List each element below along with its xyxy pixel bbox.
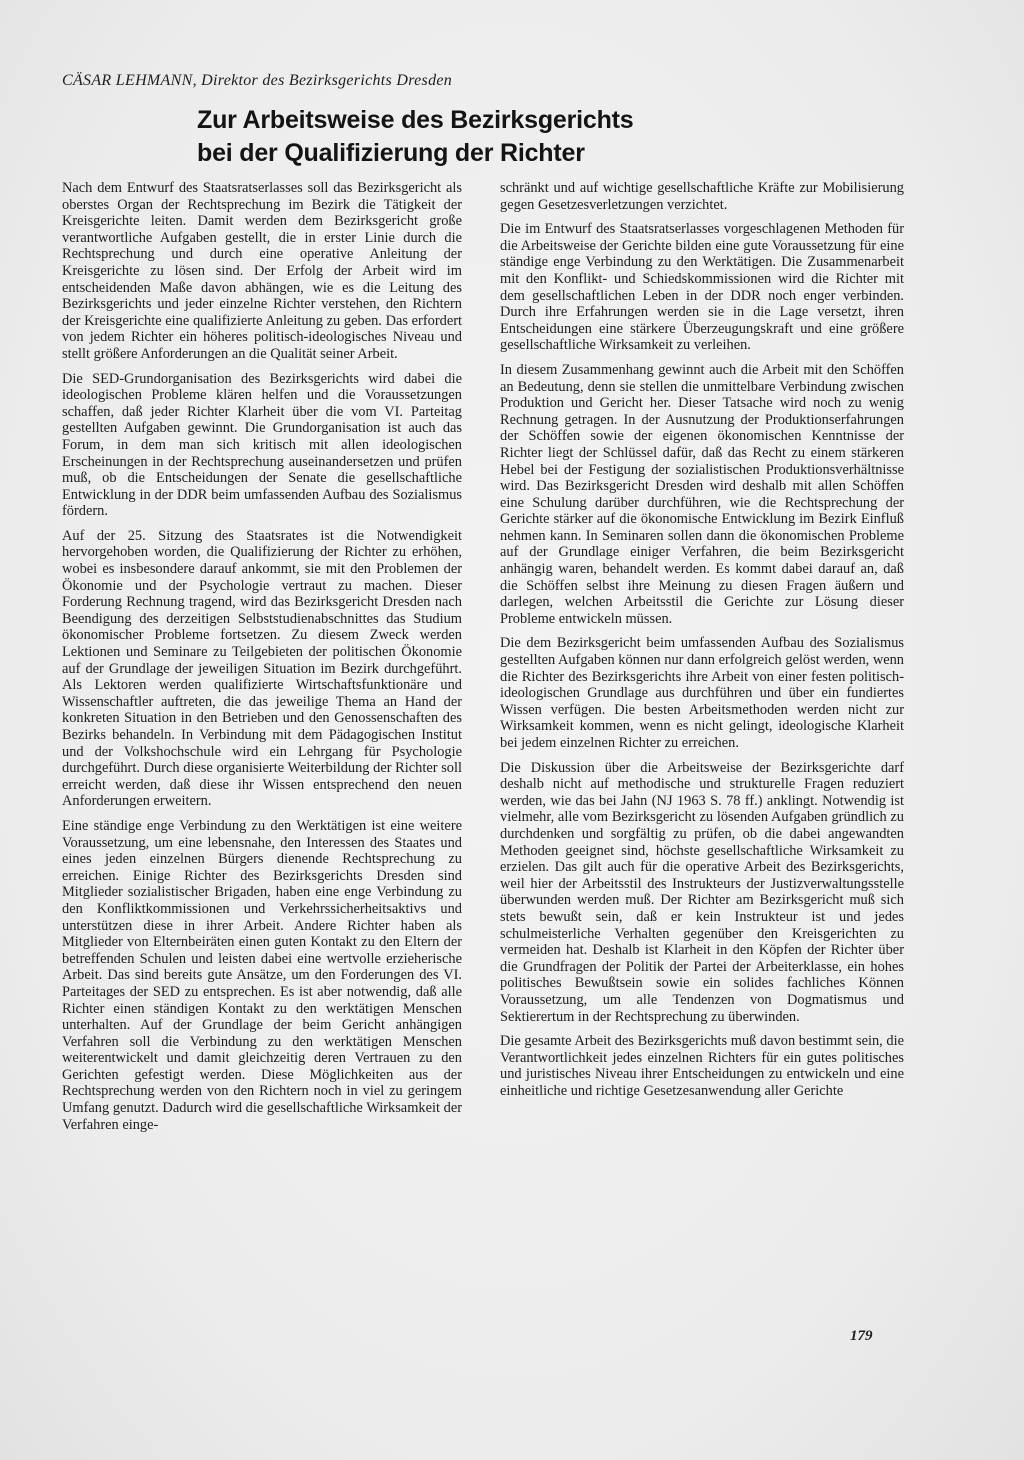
article-title <box>197 104 634 170</box>
paragraph: Die dem Bezirksgericht beim umfassenden Aufbau des Sozialismus gestellten Aufgaben können nur dann erfolgreich gelöst werden, wenn die Richter des Bezirksgerichts ihre Arbeit von einer festen politisch-ideologischen Grundlage aus durchführen und über ein fundiertes Wissen verfügen. Die besten Arbeitsmethoden werden nicht zur Wirksamkeit kommen, wenn es nicht gelingt, ideologische Klarheit bei jedem einzelnen Richter zu erreichen. <box>500 635 905 751</box>
paragraph: Eine ständige enge Verbindung zu den Werktätigen ist eine weitere Voraussetzung, um eine lebensnahe, den Interessen des Staates und eines jeden einzelnen Bürgers dienende Rechtsprechung zu erreichen. Einige Richter des Bezirksgerichts Dresden sind Mitglieder sozialistischer Brigaden, haben eine enge Verbindung zu den Konfliktkommissionen und Verkehrssicherheitsaktivs und unterstützen diese in ihrer Arbeit. Andere Richter haben als Mitglieder von Elternbeiräten einen guten Kontakt zu den Eltern der betreffenden Schulen und leisten dabei eine wertvolle erzieherische Arbeit. Das sind bereits gute Ansätze, um den Forderungen des VI. Parteitages der SED zu entsprechen. Es ist aber notwendig, daß alle Richter einen ständigen Kontakt zu den werktätigen Menschen unterhalten. Auf der Grundlage der beim Gericht anhängigen Verfahren soll die Verbindung zu den werktätigen Menschen weiterentwickelt und damit gleichzeitig deren Vertrauen zu den Gerichten gefestigt werden. Diese Möglichkeiten aus der Rechtsprechung werden von den Richtern noch in viel zu geringem Umfang genutzt. Dadurch wird die gesellschaftliche Wirksamkeit der Verfahren einge- <box>62 817 462 1133</box>
author-byline: CÄSAR LEHMANN, Direktor des Bezirksgerichts Dresden <box>62 72 453 89</box>
paragraph: In diesem Zusammenhang gewinnt auch die Arbeit mit den Schöffen an Bedeutung, denn sie stellen die unmittelbare Verbindung zwischen Produktion und Gericht her. Dieser Tatsache wird noch zu wenig Rechnung getragen. In der Ausnutzung der Produktionserfahrungen der Schöffen sowie der eigenen ökonomischen Kenntnisse der Richter liegt der Schlüssel dafür, daß das Recht zu einem stärkeren Hebel bei der Festigung der sozialistischen Produktionsverhältnisse wird. Das Bezirksgericht Dresden wird deshalb mit allen Schöffen eine Schulung darüber durchführen, wie die Rechtsprechung der Gerichte stärker auf die ökonomische Entwicklung im Bezirk Einfluß nehmen kann. In Seminaren sollen dann die ökonomischen Probleme auf der Grundlage einiger Verfahren, die beim Bezirksgericht anhängig waren, behandelt werden. Es kommt dabei darauf an, daß die Schöffen selbst ihre Meinung zu diesen Fragen äußern und darlegen, welchen Arbeitsstil die Gerichte zur Lösung dieser Probleme entwickeln müssen. <box>500 361 904 627</box>
page-number: 179 <box>850 1328 873 1344</box>
right-text-column <box>500 180 904 1107</box>
title-line-2: bei der Qualifizierung der Richter <box>197 139 585 167</box>
paragraph: Die SED-Grundorganisation des Bezirksgerichts wird dabei die ideologischen Probleme klären helfen und die Voraussetzungen schaffen, daß jeder Richter Klarheit über die vom VI. Parteitag gestellten Aufgaben gewinnt. Die Grundorganisation ist auch das Forum, in dem man sich kritisch mit allen ideologischen Erscheinungen in der Rechtsprechung auseinandersetzen und prüfen muß, ob die Entscheidungen der Senate die gesellschaftliche Entwicklung in der DDR beim umfassenden Aufbau des Sozialismus fördern. <box>62 370 462 520</box>
paragraph: Nach dem Entwurf des Staatsratserlasses soll das Bezirksgericht als oberstes Organ der Rechtsprechung im Bezirk die Tätigkeit der Kreisgerichte leiten. Damit werden dem Bezirksgericht große verantwortliche Aufgaben gestellt, die in erster Linie durch die Rechtsprechung und durch eine operative Anleitung der Kreisgerichte zu lösen sind. Der Erfolg der Arbeit wird im entscheidenden Maße davon abhängen, wie es die Leitung des Bezirksgerichts und jeder einzelne Richter verstehen, den Richtern der Kreisgerichte eine qualifizierte Anleitung zu geben. Das erfordert von jedem Richter ein höheres politisch-ideologisches Niveau und stellt größere Anforderungen an die Qualität seiner Arbeit. <box>62 180 462 362</box>
paragraph: Die gesamte Arbeit des Bezirksgerichts muß davon bestimmt sein, die Verantwortlichkeit jedes einzelnen Richters für ein gutes politisches und juristisches Niveau ihrer Entscheidungen zu entwickeln und eine einheitliche und richtige Gesetzesanwendung aller Gerichte <box>500 1033 904 1099</box>
paragraph: Die Diskussion über die Arbeitsweise der Bezirksgerichte darf deshalb nicht auf methodische und strukturelle Fragen reduziert werden, wie das bei Jahn (NJ 1963 S. 78 ff.) anklingt. Notwendig ist vielmehr, alle vom Bezirksgericht zu lösenden Aufgaben gründlich zu durchdenken und sorgfältig zu prüfen, ob die dabei angewandten Methoden geeignet sind, höchste gesellschaftliche Wirksamkeit zu erzielen. Das gilt auch für die operative Arbeit des Bezirksgerichts, weil hier der Arbeitsstil des Instrukteurs der Justizverwaltungsstelle überwunden werden muß. Der Richter am Bezirksgericht muß sich stets bewußt sein, daß er kein Instrukteur ist und jedes schulmeisterliche Verhalten gegenüber den Kreisgerichten zu vermeiden hat. Deshalb ist Klarheit in den Köpfen der Richter über die Grundfragen der Politik der Partei der Arbeiterklasse, ein hohes politisches Bewußtsein sowie ein solides fachliches Können Voraussetzung, um alle Tendenzen von Dogmatismus und Sektierertum in der Rechtsprechung zu überwinden. <box>500 759 904 1025</box>
paragraph-continued: schränkt und auf wichtige gesellschaftliche Kräfte zur Mobilisierung gegen Gesetzesverletzungen verzichtet. <box>500 180 904 213</box>
paragraph: Die im Entwurf des Staatsratserlasses vorgeschlagenen Methoden für die Arbeitsweise der Gerichte bilden eine gute Voraussetzung für eine ständige enge Verbindung zu den Werktätigen. Die Zusammenarbeit mit den Konflikt- und Schiedskommissionen wird die Richter mit dem gesellschaftlichen Leben in der DDR noch enger verbinden. Durch ihre Erfahrungen werden sie in die Lage versetzt, ihren Entscheidungen eine stärkere Überzeugungskraft und eine größere gesellschaftliche Wirksamkeit zu verleihen. <box>500 221 904 354</box>
title-line-1: Zur Arbeitsweise des Bezirksgerichts <box>197 106 634 134</box>
left-text-column <box>62 180 462 1141</box>
paragraph: Auf der 25. Sitzung des Staatsrates ist die Notwendigkeit hervorgehoben worden, die Qualifizierung der Richter zu erhöhen, wobei es insbesondere darauf ankommt, sie mit den Problemen der Ökonomie und der Psychologie vertraut zu machen. Dieser Forderung Rechnung tragend, wird das Bezirksgericht Dresden nach Beendigung des derzeitigen Selbststudienabschnittes das Studium ökonomischer Probleme fortsetzen. Zu diesem Zweck werden Lektionen und Seminare zu Teilgebieten der politischen Ökonomie auf der Grundlage der jeweiligen Situation im Bezirk durchgeführt. Als Lektoren werden qualifizierte Wirtschaftsfunktionäre und Wissenschaftler auftreten, die das jeweilige Thema an Hand der konkreten Situation in den Betrieben und den Genossenschaften des Bezirks behandeln. In Verbindung mit dem Pädagogischen Institut und der Volkshochschule wird ein Lehrgang für Psychologie durchgeführt. Durch diese organisierte Weiterbildung der Richter soll erreicht werden, daß diese ihr Wissen entsprechend den neuen Anforderungen erweitern. <box>62 527 462 810</box>
